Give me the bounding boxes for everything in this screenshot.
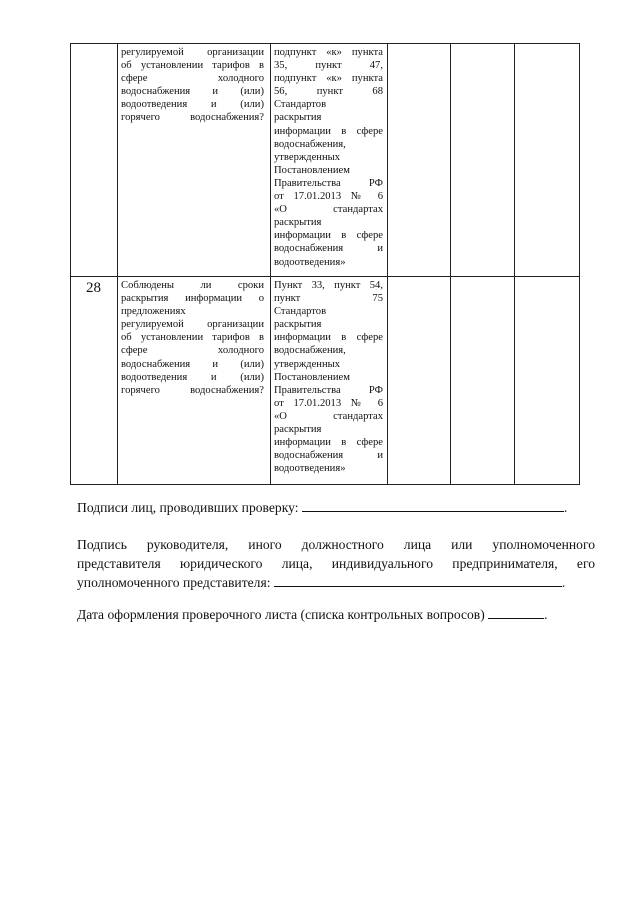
cell-text-line: Постановлением: [274, 164, 350, 176]
cell-text-line: об установлении тарифов в: [121, 332, 264, 344]
row-number: 28: [86, 280, 101, 296]
date-blank[interactable]: [488, 606, 544, 619]
inspectors-signature-line: [77, 498, 595, 517]
cell-text-line: водоснабжения,: [274, 345, 346, 357]
manager-signature-blank[interactable]: [274, 574, 562, 587]
cell-text-line: информации в сфере: [274, 332, 383, 344]
cell-text-line: водоотведения»: [274, 256, 346, 268]
table-col-line: [514, 43, 515, 485]
reference-cell: [274, 46, 383, 269]
cell-text-line: Соблюдены ли сроки: [121, 280, 264, 291]
cell-text-line: водоснабжения и (или): [121, 358, 264, 370]
reference-cell: [274, 279, 383, 475]
period: .: [563, 500, 568, 515]
cell-text-line: утвержденных: [274, 151, 341, 163]
table-col-line: [70, 43, 71, 485]
inspectors-signature-label: Подписи лиц, проводивших проверку:: [77, 500, 299, 515]
table-rule-row-separator: [70, 276, 580, 277]
cell-text-line: водоотведения и (или): [121, 371, 264, 383]
cell-text-line: «О стандартах: [274, 410, 383, 422]
manager-signature-text: представителя юридического лица, индивидуального предпринимателя, его: [77, 556, 595, 571]
cell-text-line: раскрытия: [274, 217, 322, 229]
date-label: Дата оформления проверочного листа (списка контрольных вопросов): [77, 607, 485, 622]
inspectors-signature-blank[interactable]: [302, 499, 564, 512]
cell-text-line: Правительства РФ: [274, 177, 383, 189]
cell-text-line: Постановлением: [274, 371, 350, 383]
date-line: [77, 605, 595, 624]
cell-text-line: раскрытия информации о: [121, 293, 264, 305]
cell-text-line: водоотведения и (или): [121, 99, 264, 111]
cell-text-line: информации в сфере: [274, 230, 383, 242]
table-col-line: [579, 43, 580, 485]
cell-text-line: раскрытия: [274, 112, 322, 124]
cell-text-line: подпункт «к» пункта: [274, 73, 383, 85]
manager-signature-block: [77, 535, 595, 592]
cell-text-line: утвержденных: [274, 358, 341, 370]
cell-text-line: от 17.01.2013 № 6: [274, 397, 383, 409]
table-col-line: [270, 43, 271, 485]
cell-text-line: Правительства РФ: [274, 384, 383, 396]
question-cell: [121, 279, 264, 397]
cell-text-line: от 17.01.2013 № 6: [274, 191, 383, 203]
manager-signature-text: уполномоченного представителя:: [77, 575, 271, 590]
table-rule-top: [70, 43, 580, 44]
cell-text-line: 56, пункт 68: [274, 86, 383, 98]
cell-text-line: сфере холодного: [121, 73, 264, 85]
cell-text-line: сфере холодного: [121, 345, 264, 357]
cell-text-line: подпункт «к» пункта: [274, 47, 383, 58]
cell-text-line: горячего водоснабжения?: [121, 112, 264, 124]
table-col-line: [450, 43, 451, 485]
cell-text-line: Стандартов: [274, 99, 327, 111]
cell-text-line: предложениях: [121, 306, 186, 318]
table-col-line: [117, 43, 118, 485]
cell-text-line: Стандартов: [274, 306, 327, 318]
cell-text-line: раскрытия: [274, 319, 322, 331]
cell-text-line: информации в сфере: [274, 125, 383, 137]
cell-text-line: об установлении тарифов в: [121, 60, 264, 72]
cell-text-line: горячего водоснабжения?: [121, 384, 264, 396]
question-cell: [121, 46, 264, 125]
cell-text-line: водоснабжения и: [274, 450, 383, 462]
cell-text-line: водоснабжения и: [274, 243, 383, 255]
cell-text-line: водоснабжения,: [274, 138, 346, 150]
cell-text-line: водоснабжения и (или): [121, 86, 264, 98]
cell-text-line: водоотведения»: [274, 463, 346, 475]
cell-text-line: пункт 75: [274, 293, 383, 305]
cell-text-line: регулируемой организации: [121, 319, 264, 331]
cell-text-line: регулируемой организации: [121, 47, 264, 58]
cell-text-line: 35, пункт 47,: [274, 60, 383, 72]
table-col-line: [387, 43, 388, 485]
manager-signature-text: Подпись руководителя, иного должностного лица или уполномоченного: [77, 537, 595, 552]
period: .: [544, 607, 548, 622]
cell-text-line: «О стандартах: [274, 204, 383, 216]
cell-text-line: Пункт 33, пункт 54,: [274, 280, 383, 291]
table-rule-bottom: [70, 484, 580, 485]
cell-text-line: информации в сфере: [274, 437, 383, 449]
cell-text-line: раскрытия: [274, 424, 322, 436]
period: .: [561, 575, 566, 590]
